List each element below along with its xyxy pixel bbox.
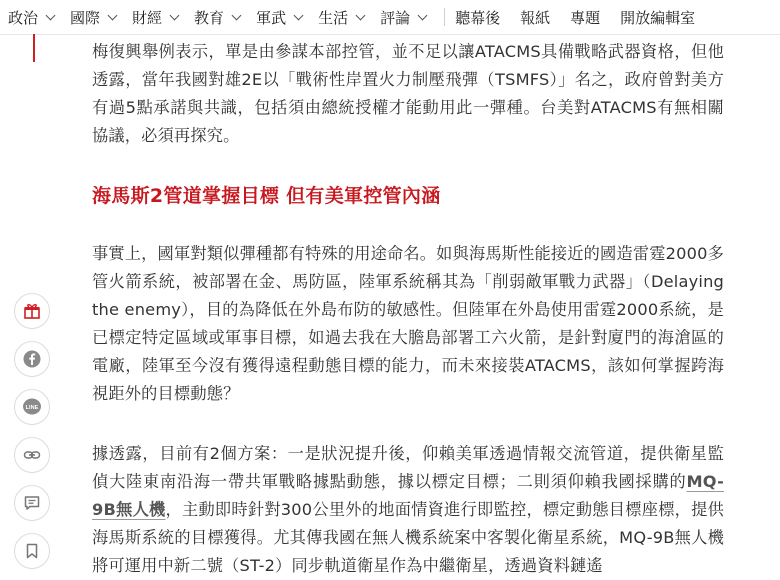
chevron-down-icon [46, 10, 56, 20]
article-paragraph: 梅復興舉例表示，單是由參謀本部控管，並不足以讓ATACMS具備戰略武器資格，但他透露，當年我國對雄2E以「戰術性岸置火力制壓飛彈（TSMFS）」名之，政府曾對美方有過5點承諾與共識，包括須由總統授權才能動用此一彈種。台美對ATACMS有無相關協議，必須再探究。 [92, 42, 724, 145]
nav-newspaper[interactable]: 報紙 [520, 8, 551, 27]
facebook-icon [23, 350, 41, 368]
nav-label: 財經 [132, 8, 163, 27]
section-heading: 海馬斯2管道掌握目標 但有美軍控管內涵 [92, 185, 441, 207]
link-mq9b[interactable]: MQ-9B [92, 472, 724, 519]
facebook-share-button[interactable] [14, 341, 50, 377]
nav-finance[interactable] [120, 7, 182, 28]
article-paragraph [92, 440, 724, 580]
chevron-down-icon [232, 10, 242, 20]
chevron-down-icon [108, 10, 118, 20]
copy-link-button[interactable] [14, 437, 50, 473]
nav-divider [444, 8, 445, 26]
nav-label: 軍武 [256, 8, 287, 27]
chevron-down-icon [294, 10, 304, 20]
nav-features[interactable]: 專題 [570, 8, 601, 27]
progress-accent-bar [33, 34, 35, 62]
comment-button[interactable] [14, 485, 50, 521]
nav-label: 政治 [8, 8, 39, 27]
comment-icon [23, 494, 41, 512]
link-icon [23, 446, 41, 464]
nav-international[interactable] [58, 7, 120, 28]
nav-open-newsroom[interactable]: 開放編輯室 [620, 8, 696, 27]
chevron-down-icon [356, 10, 366, 20]
paragraph-text: 據透露，目前有2個方案：一是狀況提升後，仰賴美軍透過情報交流管道，提供衛星監偵大陸東南沿海一帶共軍戰略據點動態，據以標定目標；二則須仰賴我國採購的 [92, 444, 724, 491]
article-paragraph: 事實上，國軍對類似彈種都有特殊的用途命名。如與海馬斯性能接近的國造雷霆2000多管火箭系統，被部署在金、馬防區，陸軍系統稱其為「削弱敵軍戰力武器」（Delaying the enemy），目的為降低在外島布防的敏感性。但陸軍在外島使用雷霆2000系統，是已標定特定區域或軍事目標，如過去我在大膽島部署工六火箭，是針對廈門的海滄區的電廠，陸軍至今沒有獲得遠程動態目標的能力，而未來接裝ATACMS，該如何掌握跨海視距外的目標動態？ [92, 244, 724, 403]
line-icon-text: LINE [25, 404, 39, 411]
nav-label: 評論 [380, 8, 411, 27]
top-navigation [0, 0, 780, 35]
nav-military[interactable] [244, 7, 306, 28]
gift-icon [23, 302, 41, 320]
line-icon [22, 397, 42, 417]
chevron-down-icon [418, 10, 428, 20]
nav-politics[interactable] [0, 7, 58, 28]
nav-life[interactable] [306, 7, 368, 28]
nav-education[interactable] [182, 7, 244, 28]
nav-label: 生活 [318, 8, 349, 27]
line-share-button[interactable] [14, 389, 50, 425]
link-drone[interactable]: 無人機 [116, 500, 166, 519]
nav-label: 國際 [70, 8, 101, 27]
nav-label: 教育 [194, 8, 225, 27]
bookmark-button[interactable] [14, 533, 50, 569]
nav-opinion[interactable] [368, 7, 430, 28]
gift-button[interactable] [14, 293, 50, 329]
nav-behind-the-scenes[interactable]: 聽幕後 [455, 8, 501, 27]
paragraph-text: ，主動即時針對300公里外的地面情資進行即監控，標定動態目標座標，提供海馬斯系統的目標獲得。尤其傳我國在無人機系統案中客製化衛星系統，MQ-9B無人機將可運用中新二號（ST-2）同步軌道衛星作為中繼衛星，透過資料鏈遙 [92, 500, 724, 575]
bookmark-icon [23, 542, 41, 560]
chevron-down-icon [170, 10, 180, 20]
